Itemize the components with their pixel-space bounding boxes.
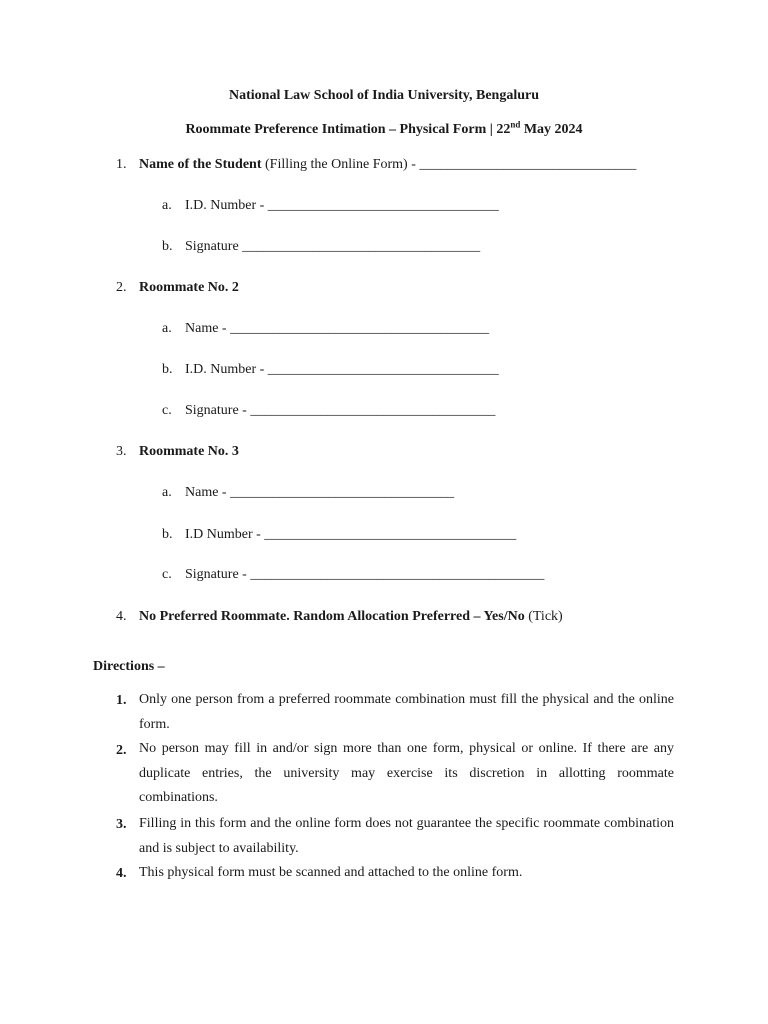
roommate3-signature-field: Signature - __________________________________________	[185, 567, 545, 582]
item-title: Roommate No. 2	[139, 280, 239, 295]
item-suffix: (Filling the Online Form) - _______________________________	[261, 157, 637, 172]
sub-letter: b.	[162, 239, 173, 254]
roommate3-name-field: Name - ________________________________	[185, 485, 455, 500]
sub-letter: c.	[162, 567, 172, 582]
direction-text: Filling in this form and the online form does not guarantee the specific roommate combination and is subject to availability.	[139, 816, 674, 856]
sub-letter: a.	[162, 198, 172, 213]
direction-number: 1.	[116, 693, 127, 708]
item-number: 2.	[116, 280, 127, 295]
date-superscript: nd	[510, 119, 521, 130]
roommate2-name-field: Name - _____________________________________	[185, 321, 490, 336]
sub-letter: c.	[162, 403, 172, 418]
sub-letter: a.	[162, 321, 172, 336]
directions-heading: Directions –	[93, 659, 165, 674]
item-number: 3.	[116, 444, 127, 459]
roommate3-id-field: I.D Number - ____________________________________	[185, 527, 517, 542]
direction-text: This physical form must be scanned and attached to the online form.	[139, 865, 523, 880]
direction-number: 2.	[116, 743, 127, 758]
direction-number: 3.	[116, 817, 127, 832]
student-id-field: I.D. Number - _________________________________	[185, 198, 499, 213]
student-signature-field: Signature __________________________________	[185, 239, 481, 254]
item-student-name	[139, 156, 636, 174]
direction-text: No person may fill in and/or sign more than one form, physical or online. If there are any duplicate entries, the university may exercise its discretion in allotting roommate combinations.	[139, 741, 674, 805]
direction-number: 4.	[116, 866, 127, 881]
university-title: National Law School of India University, Bengaluru	[229, 88, 539, 103]
item-suffix: (Tick)	[524, 609, 563, 624]
sub-letter: a.	[162, 485, 172, 500]
sub-letter: b.	[162, 362, 173, 377]
sub-letter: b.	[162, 527, 173, 542]
roommate2-signature-field: Signature - ___________________________________	[185, 403, 496, 418]
form-title-text: Roommate Preference Intimation – Physical Form | 22	[185, 122, 511, 137]
item-random-allocation	[139, 608, 563, 626]
form-title-date: May 2024	[520, 122, 583, 137]
item-title: No Preferred Roommate. Random Allocation Preferred – Yes/No	[139, 609, 525, 624]
item-number: 1.	[116, 157, 127, 172]
direction-text: Only one person from a preferred roommate combination must fill the physical and the online form.	[139, 692, 674, 732]
item-number: 4.	[116, 609, 127, 624]
item-title: Name of the Student	[139, 157, 262, 172]
roommate2-id-field: I.D. Number - _________________________________	[185, 362, 499, 377]
item-title: Roommate No. 3	[139, 444, 239, 459]
form-title	[0, 121, 768, 139]
